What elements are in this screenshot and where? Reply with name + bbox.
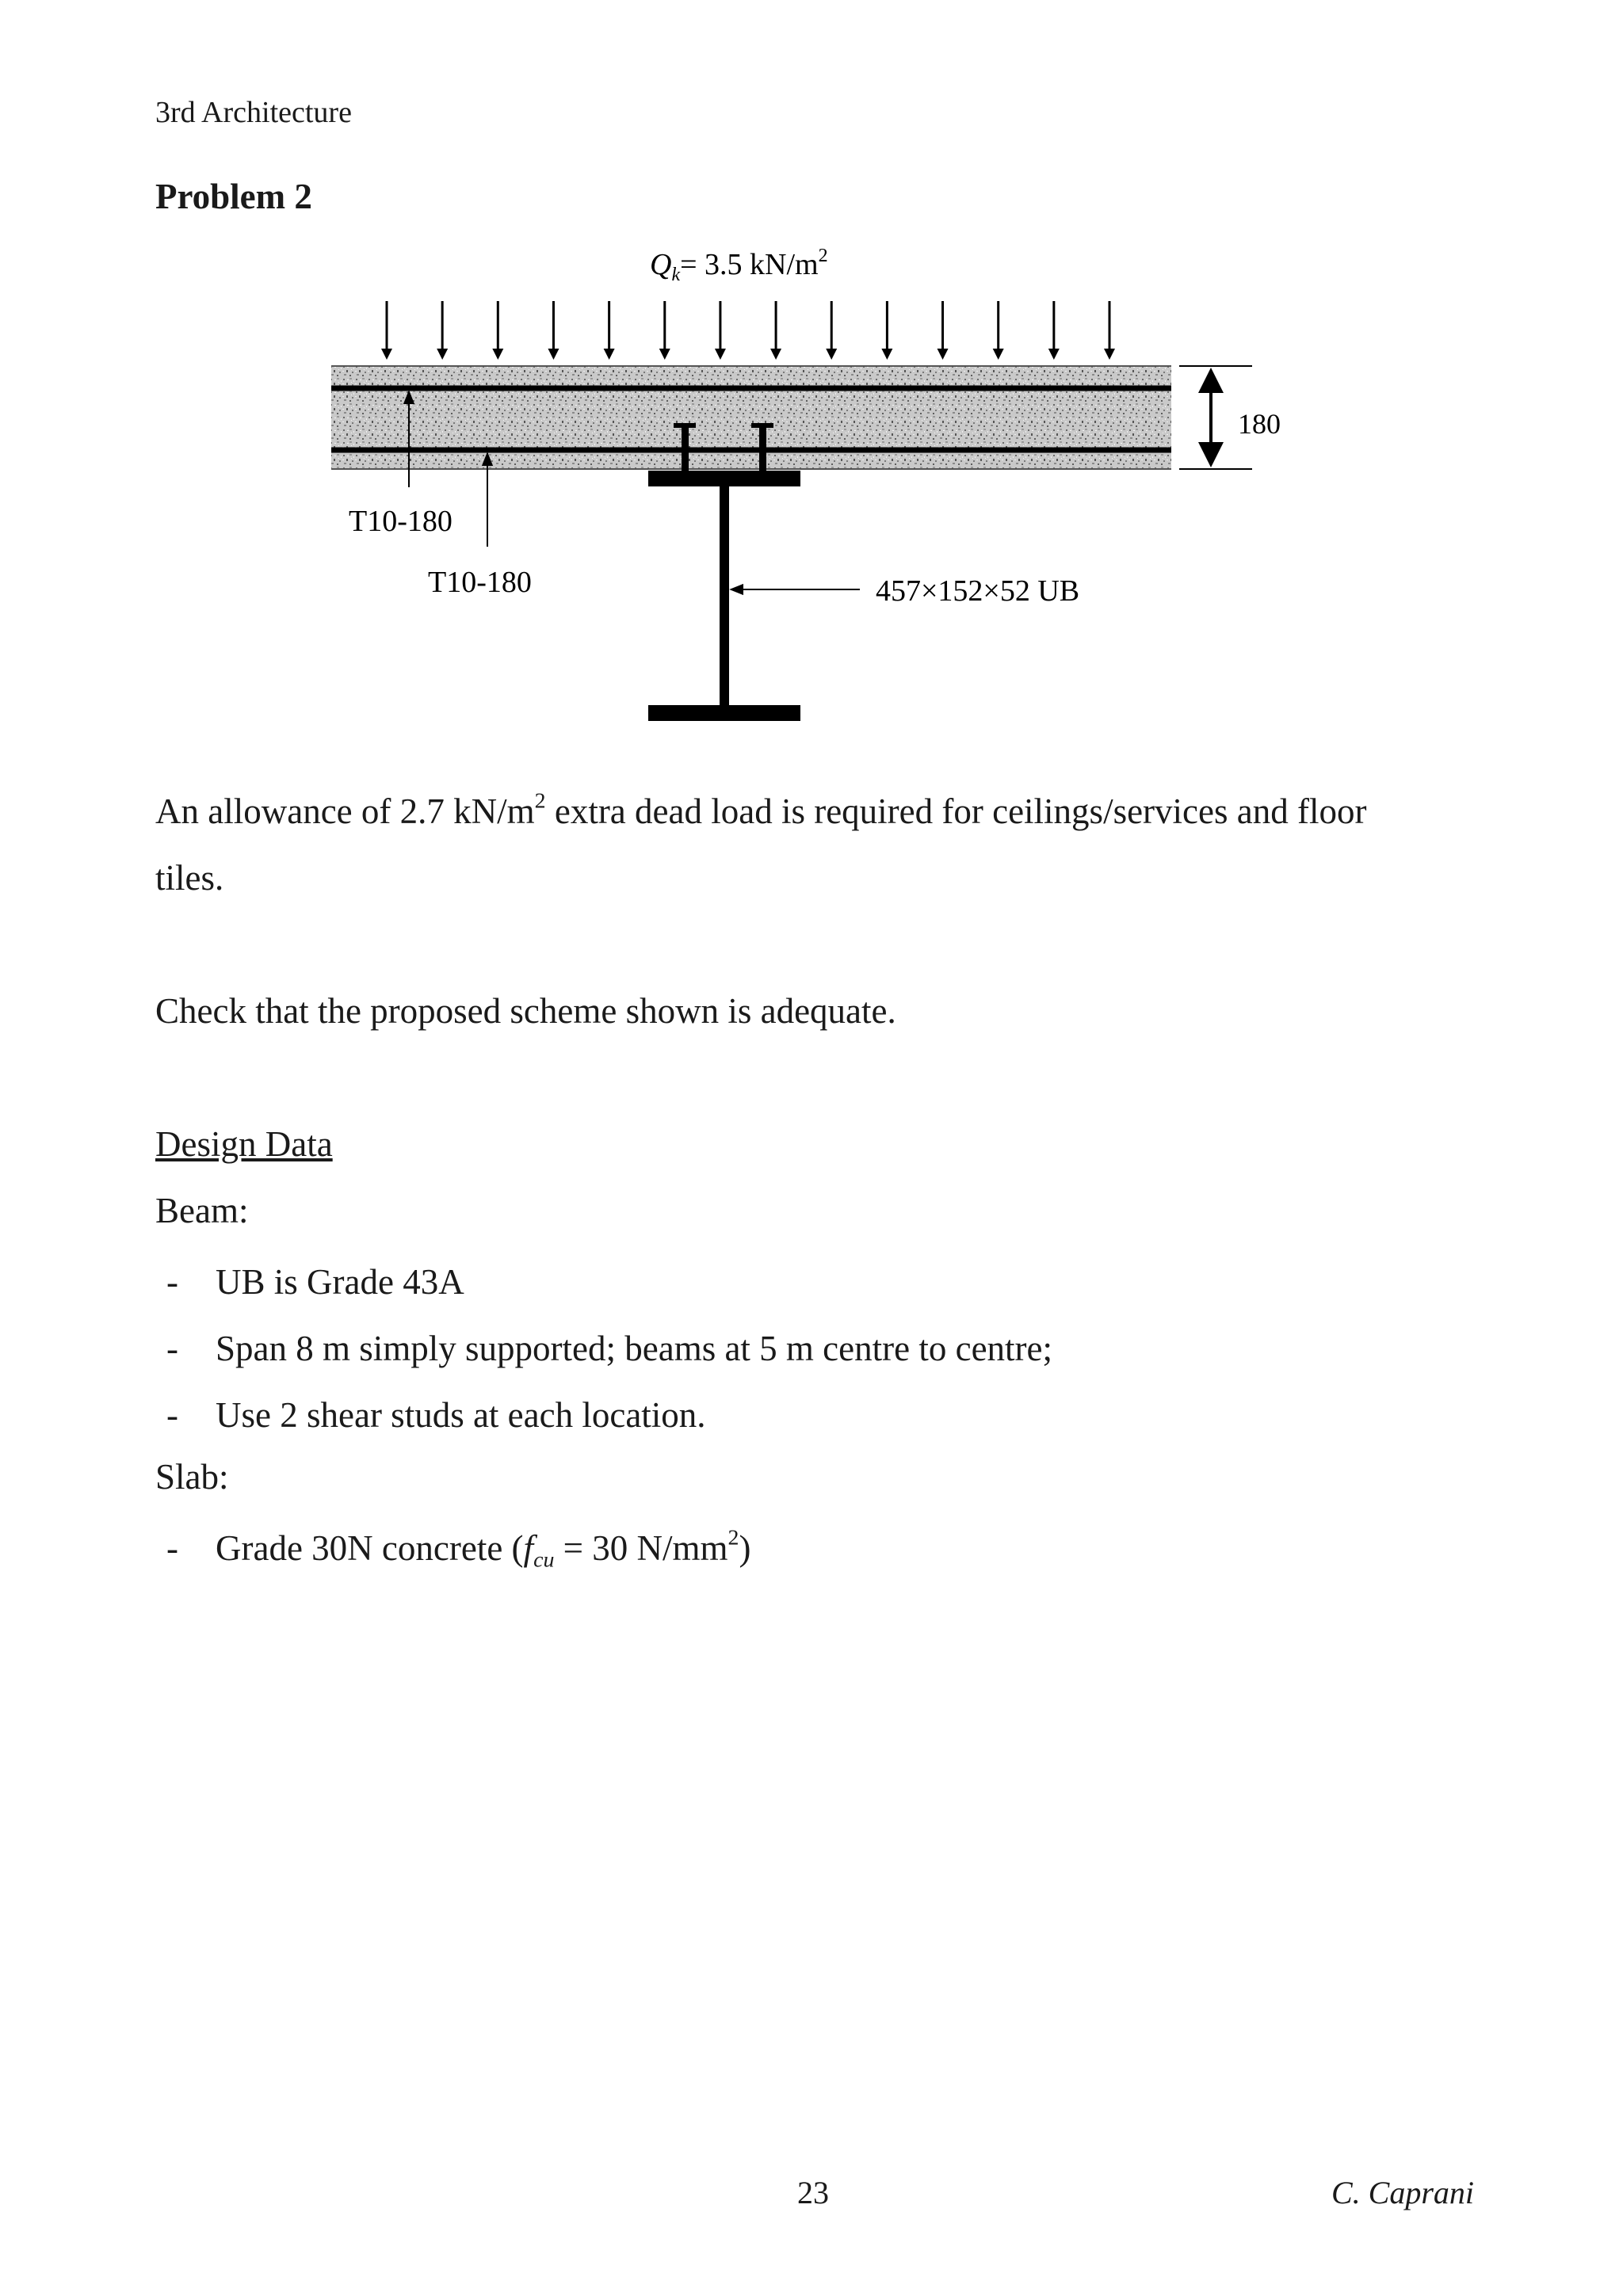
- load-arrow-head: [492, 349, 503, 360]
- steel-i-beam: [648, 471, 800, 721]
- composite-beam-diagram: [0, 238, 1623, 745]
- load-arrows: [381, 301, 1115, 360]
- slab-depth-label: 180: [1238, 408, 1281, 440]
- rebar-top-label: T10-180: [349, 505, 453, 538]
- load-arrow-head: [437, 349, 448, 360]
- load-arrow-head: [993, 349, 1004, 360]
- slab-heading: Slab:: [155, 1457, 229, 1497]
- load-arrow-head: [826, 349, 837, 360]
- load-arrow-head: [715, 349, 726, 360]
- rebar-bottom-label: T10-180: [428, 566, 532, 599]
- load-arrow-head: [381, 349, 392, 360]
- check-statement: Check that the proposed scheme shown is adequate.: [155, 991, 896, 1031]
- load-arrow-head: [770, 349, 781, 360]
- load-arrow-head: [1048, 349, 1060, 360]
- load-arrow-head: [659, 349, 670, 360]
- author-name: C. Caprani: [1331, 2175, 1475, 2210]
- load-arrow-head: [604, 349, 615, 360]
- load-label: $Q_k= 3.5$ $kN/m^2$: [650, 246, 828, 285]
- concrete-slab: [331, 366, 1171, 469]
- design-data-heading: Design Data: [155, 1124, 333, 1164]
- allowance-paragraph: An allowance of 2.7 $kN/m^2$ extra dead load is required for ceilings/services and floor tiles.: [155, 788, 1367, 898]
- load-arrow-head: [548, 349, 559, 360]
- load-arrow-head: [881, 349, 892, 360]
- course-header: 3rd Architecture: [155, 96, 352, 129]
- beam-section-label: 457×152×52 UB: [876, 574, 1080, 608]
- page-number: 23: [797, 2175, 829, 2210]
- problem-title: Problem 2: [155, 177, 312, 216]
- beam-heading: Beam:: [155, 1191, 249, 1230]
- load-arrow-head: [938, 349, 949, 360]
- load-arrow-head: [1104, 349, 1115, 360]
